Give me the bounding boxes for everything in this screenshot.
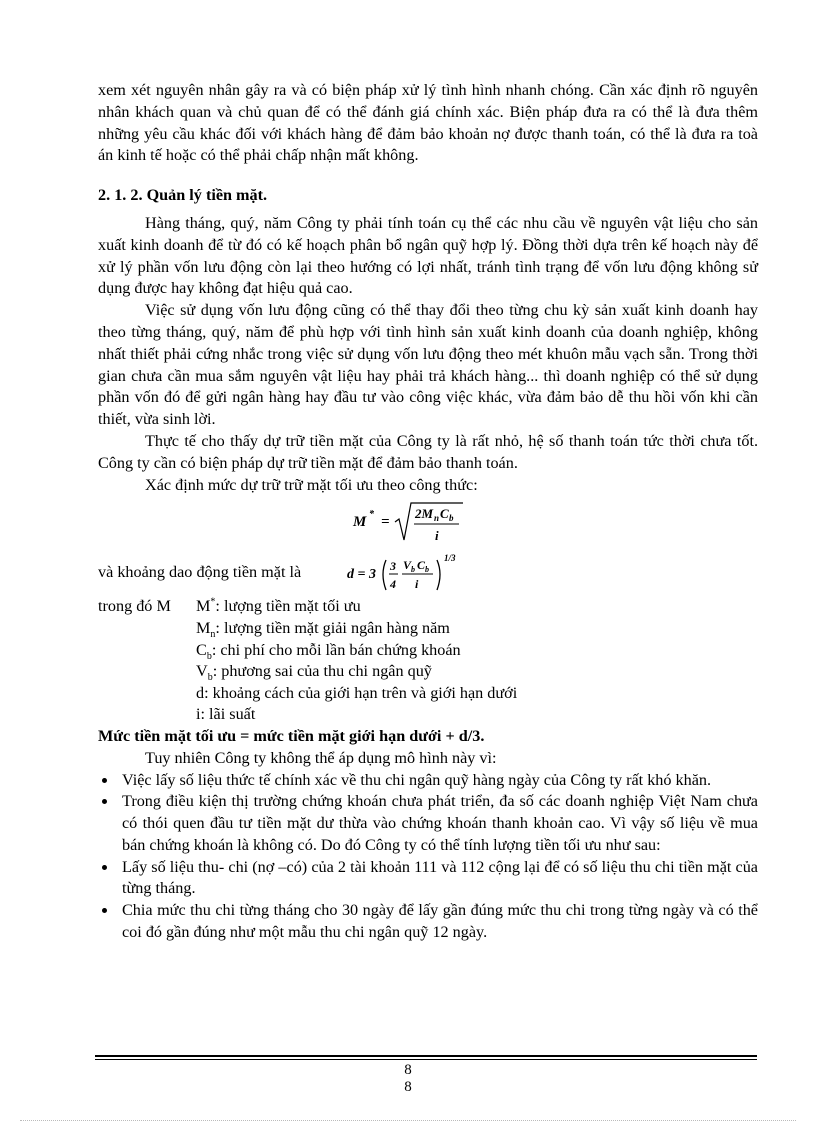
- formula-optimal-cash: [98, 498, 758, 548]
- list-item: Trong điều kiện thị trường chứng khoán chưa phát triển, đa số các doanh nghiệp Việt Nam chưa có thói quen đầu tư tiền mặt dư thừa vào chứng khoán thanh khoản cao. Vì vậy số liệu về mua bán chứng khoán là không có. Do đó Công ty có thể tính lượng tiền tối ưu như sau:: [98, 791, 758, 856]
- formula2-num-d: b: [425, 565, 429, 575]
- bullet-list: [98, 770, 758, 944]
- paragraph-limitations: Tuy nhiên Công ty không thể áp dụng mô hình này vì:: [145, 748, 497, 767]
- formula2-exp: 1/3: [444, 553, 456, 564]
- left-paren: [383, 560, 386, 590]
- definitions-lead: trong đó M: [98, 597, 171, 616]
- footer-line-thin: [95, 1059, 757, 1060]
- formula1-den: i: [435, 528, 439, 544]
- formula-range-row: [98, 548, 758, 594]
- paragraph-working-capital: Việc sử dụng vốn lưu động cũng có thể thay đổi theo từng chu kỳ sản xuất kinh doanh hay theo từng tháng, quý, năm để phù hợp với tình hình sản xuất kinh doanh của doanh nghiệp, không nhất thiết phải cứng nhắc trong việc sử dụng vốn lưu động theo mét khuôn mẫu vạch sẵn. Trong thời gian chưa cần mua sắm nguyên vật liệu hay phải trả khách hàng... thì doanh nghiệp có thể sử dụng phần vốn đó để gửi ngân hàng hay đầu tư vào công việc khác, vừa đảm bảo dễ thu hồi vốn khi cần thiết, vừa sinh lời.: [98, 301, 758, 429]
- definition-item: M*: lượng tiền mặt tối ưu: [196, 596, 361, 616]
- definition-item: d: khoảng cách của giới hạn trên và giới hạn dưới: [196, 683, 518, 702]
- formula-range-svg: [345, 548, 475, 594]
- page-number: 8: [404, 1062, 412, 1078]
- formula1-num-a: 2M: [415, 506, 434, 522]
- page-bottom-divider: [20, 1120, 796, 1121]
- optimal-cash-rule: Mức tiền mặt tối ưu = mức tiền mặt giới hạn dưới + d/3.: [98, 726, 485, 745]
- list-item: Việc lấy số liệu thức tế chính xác về thu chi ngân quỹ hàng ngày của Công ty rất khó khăn.: [98, 770, 758, 792]
- document-body: [98, 80, 758, 944]
- formula2-den: i: [415, 577, 419, 592]
- formula-optimal-cash-svg: [351, 500, 491, 548]
- formula2-four: 4: [390, 577, 396, 592]
- definitions-lines: [196, 596, 758, 726]
- formula1-star: *: [369, 509, 374, 521]
- definition-item: $M_n$: lượng tiền mặt giải ngân hàng năm: [196, 618, 450, 641]
- formula1-eq: =: [381, 514, 390, 531]
- paragraph-formula-intro: Xác định mức dự trữ trữ mặt tối ưu theo công thức:: [145, 475, 478, 494]
- formula1-num-c: C: [440, 506, 449, 522]
- page-number-duplicate: 8: [404, 1079, 412, 1095]
- paragraph-cash-reserve: Thực tế cho thấy dự trữ tiền mặt của Công ty là rất nhỏ, hệ số thanh toán tức thời chưa tốt. Công ty cần có biện pháp dự trữ tiền mặt để đảm bảo thanh toán.: [98, 431, 758, 472]
- definition-item: $C_b$: chi phí cho mỗi lần bán chứng khoán: [196, 640, 461, 662]
- list-item: Lấy số liệu thu- chi (nợ –có) của 2 tài khoản 111 và 112 cộng lại để có số liệu thu chi tiền mặt của từng tháng.: [98, 857, 758, 901]
- footer-rule: [95, 1055, 757, 1060]
- formula1-num-b: n: [434, 513, 440, 524]
- section-heading: 2. 1. 2. Quản lý tiền mặt.: [98, 186, 268, 205]
- list-item: Chia mức thu chi từng tháng cho 30 ngày để lấy gần đúng mức thu chi trong từng ngày và có thể coi đó gần đúng như một mẫu thu chi ngân quỹ 12 ngày.: [98, 900, 758, 944]
- formula2-num-a: V: [403, 558, 412, 573]
- definition-item: i: lãi suất: [196, 705, 256, 724]
- paragraph-planning: Hàng tháng, quý, năm Công ty phải tính toán cụ thể các nhu cầu về nguyên vật liệu cho sản xuất kinh doanh để từ đó có kế hoạch phân bổ ngân quỹ hợp lý. Đồng thời dựa trên kế hoạch này để xử lý phần vốn lưu động còn lại theo hướng có lợi nhất, tránh tình trạng để vốn lưu động không sử dụng được hay không đạt hiệu quả cao.: [98, 213, 758, 298]
- definition-item: $V_b$: phương sai của thu chi ngân quỹ: [196, 662, 432, 684]
- definitions-list: [98, 596, 758, 726]
- formula2-lhs: d = 3: [347, 567, 376, 583]
- formula2-num-b: b: [411, 565, 415, 575]
- formula2-three: 3: [390, 559, 396, 574]
- right-paren: [437, 560, 440, 590]
- formula2-num-c: C: [417, 558, 426, 573]
- footer-line-thick: [95, 1055, 757, 1057]
- paragraph-intro: xem xét nguyên nhân gây ra và có biện pháp xử lý tình hình nhanh chóng. Cần xác định rõ nguyên nhân khách quan và chủ quan để có thể đánh giá chính xác. Biện pháp đưa ra có thể là đưa thêm những yêu cầu khác đối với khách hàng để đảm bảo khoản nợ được thanh toán, có thể là đưa ra toà án kinh tế hoặc có thể phải chấp nhận mất không.: [98, 81, 758, 165]
- formula1-num-d: b: [449, 513, 454, 524]
- formula-range-label: và khoảng dao động tiền mặt là: [98, 563, 302, 582]
- formula1-lhs: M: [353, 514, 367, 531]
